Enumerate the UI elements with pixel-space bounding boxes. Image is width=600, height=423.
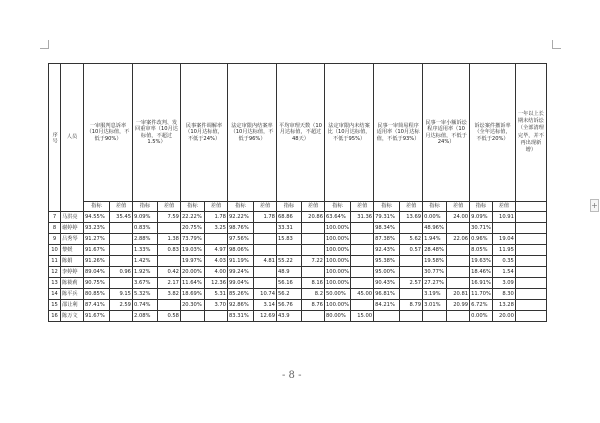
cell-index-value: 48.96% — [423, 223, 447, 234]
subheader-index: 指标 — [181, 202, 205, 212]
cell-index-value: 1.42% — [133, 256, 158, 267]
cell-score-value — [351, 300, 374, 311]
cell-score-value: 3.09 — [492, 278, 515, 289]
cell-score-value — [302, 267, 325, 278]
row-number: 7 — [49, 212, 61, 223]
cell-index-value: 95.00% — [374, 267, 400, 278]
cell-index-value: 98.34% — [374, 223, 400, 234]
cell-score-value: 20.86 — [302, 212, 325, 223]
cell-score-value — [400, 223, 423, 234]
cell-index-value: 56.16 — [277, 278, 302, 289]
cell-score-value — [110, 245, 133, 256]
header-col-3: 民事案件调解率（10月达标值，不低于24%） — [181, 64, 228, 202]
subheader-score: 差值 — [400, 202, 423, 212]
cell-index-value: 33.31 — [277, 223, 302, 234]
cell-index-value: 100.00% — [325, 223, 351, 234]
cell-score-value — [400, 311, 423, 322]
table-row — [49, 300, 547, 311]
cell-index-value: 92.43% — [374, 245, 400, 256]
row-number: 9 — [49, 234, 61, 245]
header-person: 人员 — [61, 64, 84, 212]
cell-index-value: 91.26% — [84, 256, 110, 267]
cell-index-value: 1.94% — [423, 234, 447, 245]
subheader-blank — [515, 202, 546, 212]
cell-index-value: 18.69% — [181, 289, 205, 300]
header-col-1: 一审服判息诉率（10月达标值，不低于90%） — [84, 64, 133, 202]
cell-index-value: 100.00% — [325, 256, 351, 267]
cell-score-value: 0.42 — [158, 267, 181, 278]
cell-index-value: 91.67% — [84, 311, 110, 322]
cell-score-value: 3.14 — [254, 300, 277, 311]
subheader-score: 差值 — [447, 202, 470, 212]
cell-index-value: 93.23% — [84, 223, 110, 234]
cell-score-value: 8.16 — [302, 278, 325, 289]
cell-score-value: 1.54 — [492, 267, 515, 278]
cell-score-value — [400, 256, 423, 267]
cell-index-value: 19.03% — [181, 245, 205, 256]
cell-index-value: 80.85% — [84, 289, 110, 300]
cell-score-value: 20.99 — [447, 300, 470, 311]
cell-index-value: 9.09% — [133, 212, 158, 223]
row-person-name: 陈万文 — [61, 311, 84, 322]
cell-index-value: 100.00% — [325, 300, 351, 311]
cell-index-value: 0.83% — [133, 223, 158, 234]
cell-index-value: 90.75% — [84, 278, 110, 289]
cell-score-value: 0.58 — [158, 311, 181, 322]
cell-index-value: 0.96% — [470, 234, 493, 245]
cell-score-value — [447, 278, 470, 289]
cell-score-value: 4.97 — [205, 245, 228, 256]
cell-long-pending — [515, 267, 546, 278]
cell-index-value: 48.9 — [277, 267, 302, 278]
cell-score-value — [110, 234, 133, 245]
header-col-5: 平均审理天数（10月达标值，不超过48天） — [277, 64, 325, 202]
header-row — [49, 64, 547, 202]
table-row — [49, 245, 547, 256]
cell-index-value: 68.86 — [277, 212, 302, 223]
cell-index-value: 56.76 — [277, 300, 302, 311]
header-seq: 序号 — [49, 64, 61, 212]
cell-score-value — [351, 234, 374, 245]
cell-index-value: 87.41% — [84, 300, 110, 311]
subheader-index: 指标 — [470, 202, 493, 212]
cell-score-value: 0.96 — [110, 267, 133, 278]
cell-index-value: 30.77% — [423, 267, 447, 278]
table-row — [49, 212, 547, 223]
row-number: 15 — [49, 300, 61, 311]
cell-index-value: 96.81% — [374, 289, 400, 300]
cell-score-value: 2.59 — [110, 300, 133, 311]
cell-score-value: 10.74 — [254, 289, 277, 300]
table-row — [49, 311, 547, 322]
cell-index-value: 73.79% — [181, 234, 205, 245]
cell-index-value: 16.91% — [470, 278, 493, 289]
cell-index-value: 0.74% — [133, 300, 158, 311]
cell-score-value: 15.00 — [351, 311, 374, 322]
table-row — [49, 289, 547, 300]
cell-index-value — [181, 311, 205, 322]
row-person-name: 陈娟 — [61, 256, 84, 267]
table-row — [49, 267, 547, 278]
cell-long-pending — [515, 245, 546, 256]
cell-score-value: 10.91 — [492, 212, 515, 223]
row-person-name: 陈平兵 — [61, 289, 84, 300]
cell-score-value: 24.00 — [447, 212, 470, 223]
row-person-name: 马洪亮 — [61, 212, 84, 223]
cell-score-value — [158, 300, 181, 311]
cell-score-value — [254, 245, 277, 256]
cell-index-value: 100.00% — [325, 267, 351, 278]
subheader-index: 指标 — [277, 202, 302, 212]
evaluation-table — [48, 63, 547, 322]
cell-score-value — [492, 223, 515, 234]
row-person-name: 陈筱莉 — [61, 278, 84, 289]
expand-button[interactable]: + — [591, 201, 598, 210]
cell-score-value: 12.36 — [205, 278, 228, 289]
cell-score-value — [447, 311, 470, 322]
cell-score-value — [254, 278, 277, 289]
cell-index-value: 28.48% — [423, 245, 447, 256]
cell-index-value: 2.88% — [133, 234, 158, 245]
header-col-6: 法定审限内未结案比（10月达标值，不低于95%） — [325, 64, 374, 202]
cell-score-value — [302, 245, 325, 256]
cell-index-value: 30.71% — [470, 223, 493, 234]
cell-index-value: 27.27% — [423, 278, 447, 289]
cell-score-value: 35.45 — [110, 212, 133, 223]
cell-score-value: 2.17 — [158, 278, 181, 289]
cell-score-value: 7.59 — [158, 212, 181, 223]
cell-score-value — [110, 223, 133, 234]
table-row — [49, 223, 547, 234]
subheader-index: 指标 — [423, 202, 447, 212]
cell-score-value: 8.2 — [302, 289, 325, 300]
cell-index-value: 91.19% — [228, 256, 254, 267]
cell-long-pending — [515, 289, 546, 300]
header-col-9: 诉讼案件撤诉率（全年达标值，不低于20%） — [470, 64, 516, 202]
cell-score-value: 0.57 — [400, 245, 423, 256]
cell-index-value: 11.70% — [470, 289, 493, 300]
table-row — [49, 234, 547, 245]
cell-score-value — [447, 223, 470, 234]
subheader-score: 差值 — [302, 202, 325, 212]
row-number: 13 — [49, 278, 61, 289]
subheader-row — [49, 202, 547, 212]
subheader-index: 指标 — [228, 202, 254, 212]
cell-score-value: 19.04 — [492, 234, 515, 245]
cell-index-value: 55.22 — [277, 256, 302, 267]
cell-score-value: 3.82 — [158, 289, 181, 300]
cell-score-value — [302, 311, 325, 322]
cell-score-value: 8.76 — [302, 300, 325, 311]
subheader-score: 差值 — [492, 202, 515, 212]
cell-score-value — [158, 223, 181, 234]
cell-index-value: 1.92% — [133, 267, 158, 278]
row-number: 12 — [49, 267, 61, 278]
header-col-2: 一审案件改判、发回重审率（10月达标值，不超过1.5%） — [133, 64, 181, 202]
cell-score-value: 20.00 — [492, 311, 515, 322]
cell-score-value — [351, 267, 374, 278]
cell-index-value: 20.30% — [181, 300, 205, 311]
cell-score-value — [254, 223, 277, 234]
cell-score-value: 1.78 — [205, 212, 228, 223]
cell-index-value: 15.83 — [277, 234, 302, 245]
cell-score-value — [302, 223, 325, 234]
cell-index-value: 83.31% — [228, 311, 254, 322]
cell-long-pending — [515, 256, 546, 267]
cell-index-value: 98.06% — [228, 245, 254, 256]
cell-index-value: 50.00% — [325, 289, 351, 300]
row-person-name: 李婷婷 — [61, 267, 84, 278]
cell-index-value — [277, 245, 302, 256]
cell-score-value: 13.69 — [400, 212, 423, 223]
cell-score-value: 8.30 — [492, 289, 515, 300]
cell-index-value: 11.64% — [181, 278, 205, 289]
cell-index-value: 56.2 — [277, 289, 302, 300]
cell-score-value — [351, 256, 374, 267]
cell-score-value: 4.81 — [254, 256, 277, 267]
table-row — [49, 278, 547, 289]
subheader-index: 指标 — [325, 202, 351, 212]
table-row — [49, 256, 547, 267]
cell-index-value: 91.27% — [84, 234, 110, 245]
cell-index-value: 43.9 — [277, 311, 302, 322]
cell-long-pending — [515, 278, 546, 289]
cell-index-value: 90.43% — [374, 278, 400, 289]
cell-index-value: 2.08% — [133, 311, 158, 322]
cell-score-value: 9.15 — [110, 289, 133, 300]
subheader-score: 差值 — [158, 202, 181, 212]
row-person-name: 谢婷婷 — [61, 223, 84, 234]
cell-index-value: 63.64% — [325, 212, 351, 223]
row-number: 14 — [49, 289, 61, 300]
cell-index-value: 1.33% — [133, 245, 158, 256]
cell-index-value: 18.46% — [470, 267, 493, 278]
subheader-index: 指标 — [84, 202, 110, 212]
cell-index-value: 100.00% — [325, 234, 351, 245]
cell-index-value: 8.05% — [470, 245, 493, 256]
cell-score-value — [447, 245, 470, 256]
cell-score-value: 20.81 — [447, 289, 470, 300]
cell-index-value: 87.38% — [374, 234, 400, 245]
cell-score-value: 1.78 — [254, 212, 277, 223]
row-number: 16 — [49, 311, 61, 322]
row-number: 10 — [49, 245, 61, 256]
cell-index-value: 9.09% — [470, 212, 493, 223]
cell-index-value: 92.22% — [228, 212, 254, 223]
cell-index-value: 91.67% — [84, 245, 110, 256]
cell-score-value: 13.28 — [492, 300, 515, 311]
cell-score-value: 11.95 — [492, 245, 515, 256]
cell-index-value: 20.00% — [181, 267, 205, 278]
cell-index-value — [423, 311, 447, 322]
cell-index-value: 0.00% — [470, 311, 493, 322]
cell-index-value: 20.75% — [181, 223, 205, 234]
cell-index-value: 100.00% — [325, 245, 351, 256]
cell-index-value: 99.04% — [228, 278, 254, 289]
cell-score-value: 8.79 — [400, 300, 423, 311]
cell-index-value: 100.00% — [325, 278, 351, 289]
cell-index-value: 84.21% — [374, 300, 400, 311]
row-number: 8 — [49, 223, 61, 234]
cell-score-value: 1.38 — [158, 234, 181, 245]
cell-index-value: 19.97% — [181, 256, 205, 267]
cell-score-value — [110, 256, 133, 267]
header-col-4: 法定审限内结案率（10月达标值，不低于96%） — [228, 64, 277, 202]
cell-index-value: 5.32% — [133, 289, 158, 300]
header-col-10: 一年以上长期未结诉讼（全部清理完毕，并不再出现新增） — [515, 64, 546, 202]
header-col-8: 民事一审小额诉讼程序适用率（10月达标值，不低于24%） — [423, 64, 470, 202]
subheader-score: 差值 — [205, 202, 228, 212]
row-person-name: 吕秀琴 — [61, 234, 84, 245]
cell-index-value: 19.63% — [470, 256, 493, 267]
cell-score-value: 3.25 — [205, 223, 228, 234]
cell-index-value: 97.56% — [228, 234, 254, 245]
cell-score-value: 7.22 — [302, 256, 325, 267]
cell-score-value — [110, 311, 133, 322]
row-person-name: 黎媛 — [61, 245, 84, 256]
cell-score-value — [254, 267, 277, 278]
cell-long-pending — [515, 212, 546, 223]
cell-score-value — [205, 311, 228, 322]
cell-index-value: 6.72% — [470, 300, 493, 311]
cell-score-value: 4.00 — [205, 267, 228, 278]
subheader-index: 指标 — [374, 202, 400, 212]
cell-index-value: 85.26% — [228, 289, 254, 300]
cell-score-value — [351, 245, 374, 256]
cell-index-value: 99.24% — [228, 267, 254, 278]
cell-score-value — [447, 256, 470, 267]
cell-index-value: 3.19% — [423, 289, 447, 300]
cell-index-value: 95.38% — [374, 256, 400, 267]
cell-long-pending — [515, 311, 546, 322]
cell-score-value: 12.69 — [254, 311, 277, 322]
cell-score-value — [400, 267, 423, 278]
cell-score-value — [302, 234, 325, 245]
cell-score-value — [351, 223, 374, 234]
row-number: 11 — [49, 256, 61, 267]
cell-score-value — [158, 256, 181, 267]
cell-long-pending — [515, 234, 546, 245]
cell-index-value: 92.86% — [228, 300, 254, 311]
cell-score-value: 2.57 — [400, 278, 423, 289]
cell-index-value: 98.76% — [228, 223, 254, 234]
subheader-score: 差值 — [110, 202, 133, 212]
cell-score-value: 22.06 — [447, 234, 470, 245]
crop-mark-top-right — [552, 40, 561, 49]
cell-index-value: 89.04% — [84, 267, 110, 278]
subheader-score: 差值 — [351, 202, 374, 212]
cell-index-value: 0.00% — [423, 212, 447, 223]
cell-index-value: 80.00% — [325, 311, 351, 322]
row-person-name: 邵让利 — [61, 300, 84, 311]
cell-long-pending — [515, 300, 546, 311]
cell-index-value: 3.01% — [423, 300, 447, 311]
cell-score-value: 3.70 — [205, 300, 228, 311]
page-number: - 8 - — [282, 370, 302, 381]
cell-index-value: 19.58% — [423, 256, 447, 267]
cell-score-value — [351, 278, 374, 289]
cell-score-value — [205, 234, 228, 245]
cell-score-value: 31.36 — [351, 212, 374, 223]
cell-long-pending — [515, 223, 546, 234]
cell-index-value: 79.31% — [374, 212, 400, 223]
crop-mark-top-left — [40, 40, 49, 49]
cell-score-value: 4.03 — [205, 256, 228, 267]
subheader-score: 差值 — [254, 202, 277, 212]
cell-index-value: 94.55% — [84, 212, 110, 223]
cell-score-value: 45.00 — [351, 289, 374, 300]
header-col-7: 民事一审简易程序适用率（10月达标值，不低于93%） — [374, 64, 423, 202]
cell-index-value: 22.22% — [181, 212, 205, 223]
cell-score-value: 0.83 — [158, 245, 181, 256]
cell-score-value — [254, 234, 277, 245]
cell-score-value: 5.31 — [205, 289, 228, 300]
cell-index-value — [374, 311, 400, 322]
cell-score-value: 5.62 — [400, 234, 423, 245]
cell-score-value — [400, 289, 423, 300]
cell-score-value: 0.35 — [492, 256, 515, 267]
cell-index-value: 3.67% — [133, 278, 158, 289]
cell-score-value — [447, 267, 470, 278]
cell-score-value — [110, 278, 133, 289]
subheader-index: 指标 — [133, 202, 158, 212]
